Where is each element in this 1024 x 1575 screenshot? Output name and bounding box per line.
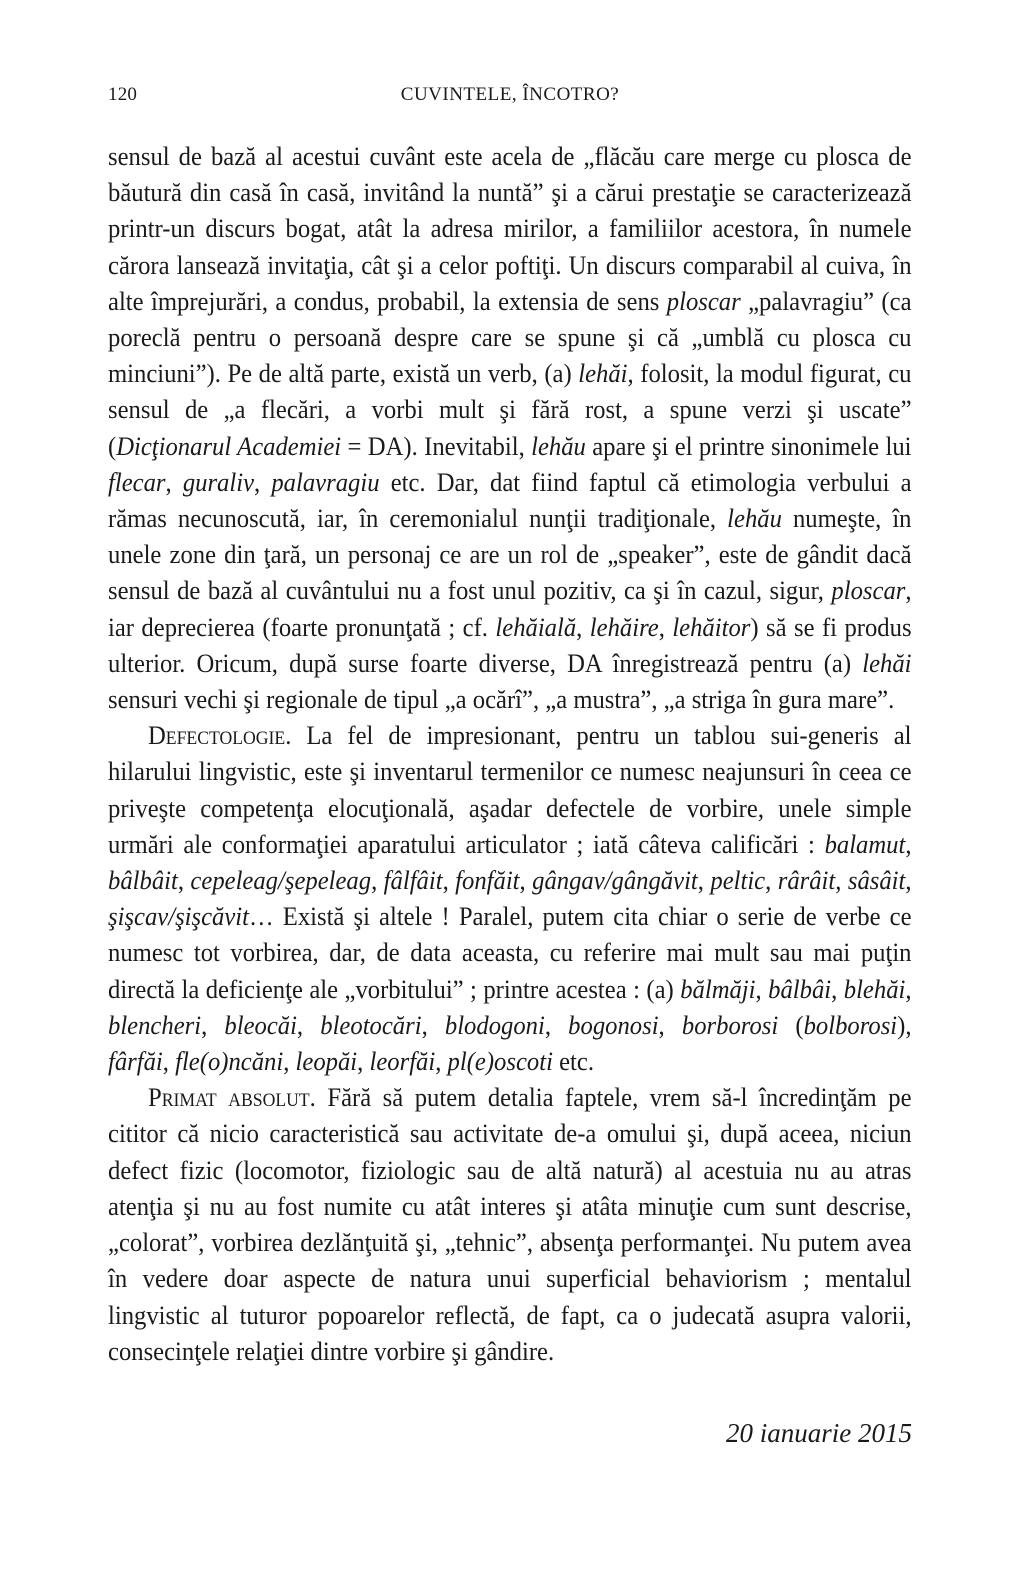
text-run: ,	[165, 466, 183, 497]
text-run: ,	[421, 1009, 445, 1040]
text-run: ,	[831, 973, 844, 1004]
italic-term: ploscar	[666, 285, 741, 316]
text-run: … Există şi altele ! Paralel, putem cita chiar o serie de verbe ce numesc tot vorbirea, dar, de data aceasta, cu referire mai mult sau mai puţin directă la deficienţe ale „vorbitului” ; printre acestea : (a)	[108, 901, 912, 1004]
italic-term: lehăire	[589, 611, 659, 642]
italic-term: bălmăji	[680, 973, 756, 1004]
italic-term: cepeleag/şepeleag	[190, 865, 372, 896]
italic-term: lehăitor	[672, 611, 751, 642]
text-run: ,	[283, 1046, 296, 1077]
italic-term: bâlbâit	[108, 865, 178, 896]
text-run: ,	[544, 1009, 569, 1040]
text-run: (	[778, 1009, 804, 1040]
text-run: numeşte, în unele zone din ţară, un personaj ce are un rol de „speaker”, este de gândit dacă sensul de bază al cuvântului nu a fost unul pozitiv, ca şi în cazul, sigur,	[108, 503, 912, 606]
italic-term: fârfăi	[108, 1046, 163, 1077]
text-run: ,	[905, 973, 912, 1004]
text-run: , iar deprecierea (foarte pronunţată ; cf.	[108, 575, 912, 642]
text-run: ,	[296, 1009, 321, 1040]
text-run: ) să se fi produs ulterior. Oricum, după surse foarte diverse, DA înregistrează pentru (a)	[108, 611, 912, 678]
italic-term: peltic	[710, 865, 766, 896]
text-run: apare şi el printre sinonimele lui	[585, 430, 912, 461]
italic-term: leopăi	[295, 1046, 358, 1077]
text-run: ,	[442, 865, 456, 896]
text-run: ,	[201, 1009, 225, 1040]
text-run: ,	[371, 865, 384, 896]
text-run: ,	[658, 1009, 682, 1040]
running-head	[108, 84, 912, 112]
text-run: ,	[254, 466, 272, 497]
italic-term: bolborosi	[803, 1009, 898, 1040]
italic-term: leorfăi	[369, 1046, 436, 1077]
italic-term: blehăi	[843, 973, 906, 1004]
text-run: ,	[357, 1046, 370, 1077]
italic-term: balamut	[824, 828, 906, 859]
italic-term: Dicţionarul Academiei	[116, 430, 342, 461]
text-run: ,	[177, 865, 191, 896]
italic-term: blencheri	[108, 1009, 202, 1040]
italic-term: lehău	[531, 430, 586, 461]
text-run: ,	[835, 865, 848, 896]
paragraph-1	[108, 138, 912, 717]
date-signature: 20 ianuarie 2015	[726, 1418, 912, 1448]
italic-term: borborosi	[681, 1009, 779, 1040]
text-run: . Fără să putem detalia faptele, vrem să-l încredinţăm pe cititor că nicio caracteristică sau activitate de-a omului şi, după aceea, niciun defect fizic (locomotor, fiziologic sau de altă natură) al acestuia nu au atras atenţia şi nu au fost numite cu atât interes şi atâta minuţie cum sunt descrise, „colorat”, vorbirea dezlănţuită şi, „tehnic”, absenţa performanţei. Nu putem avea în vedere doar aspecte de natura unui superficial behaviorism ; mentalul lingvistic al tuturor popoarelor reflectă, de fapt, ca o judecată asupra valorii, consecinţele relaţiei dintre vorbire şi gândire.	[108, 1082, 912, 1366]
section-heading: Defectologie	[147, 720, 286, 751]
text-run: ),	[897, 1009, 912, 1040]
text-run: ,	[658, 611, 673, 642]
text-run: ,	[576, 611, 590, 642]
text-run: etc. Dar, dat fiind faptul că etimologia verbului a rămas necunoscută, iar, în ceremonialul nunţii tradiţionale,	[108, 466, 912, 534]
text-run: ,	[435, 1046, 448, 1077]
italic-term: palavragiu	[271, 466, 380, 497]
text-run: etc.	[552, 1046, 594, 1077]
italic-term: bâlbâi	[768, 973, 832, 1004]
text-run: ,	[905, 828, 912, 859]
italic-term: bleotocări	[320, 1009, 422, 1040]
italic-term: lehăială	[495, 611, 577, 642]
text-run: ,	[519, 865, 533, 896]
text-run: , folosit, la modul figurat, cu sensul de „a flecări, a vorbi mult şi fără rost, a spune verzi şi uscate” (	[108, 358, 912, 461]
text-run: ,	[765, 865, 778, 896]
text-run: = DA). Inevitabil,	[341, 430, 532, 461]
italic-term: sâsâit	[847, 865, 906, 896]
text-run: „palavragiu” (ca poreclă pentru o persoană despre care se spune şi că „umblă cu plosca cu minciuni”). Pe de altă parte, există un verb, (a)	[108, 285, 912, 389]
text-run: ,	[755, 973, 769, 1004]
italic-term: pl(e)oscoti	[447, 1046, 553, 1077]
italic-term: şişcav/şişcăvit	[108, 901, 250, 932]
italic-term: fle(o)ncăni	[175, 1046, 284, 1077]
page-number: 120	[108, 84, 138, 105]
text-run: . La fel de impresionant, pentru un tablou sui-generis al hilarului lingvistic, este şi inventarul termenilor ce numesc neajunsuri în ceea ce priveşte competenţa elocuţională, aşadar defectele de vorbire, unele simple urmări ale conformaţiei aparatului articulator ; iată câteva calificări :	[108, 720, 912, 859]
paragraph-primat-absolut	[108, 1079, 912, 1369]
italic-term: lehău	[727, 503, 782, 534]
text-run: ,	[162, 1046, 176, 1077]
text-run: ,	[697, 865, 711, 896]
text-run: sensuri vechi şi regionale de tipul „a ocărî”, „a mustra”, „a striga în gura mare”.	[108, 684, 895, 715]
italic-term: ploscar	[831, 575, 906, 606]
italic-term: guraliv	[182, 466, 255, 497]
section-heading: Primat absolut	[147, 1082, 310, 1113]
text-run: sensul de bază al acestui cuvânt este acela de „flăcău care merge cu plosca de băutură din casă în casă, invitând la nuntă” şi a cărui prestaţie se caracterizează printr-un discurs bogat, atât la adresa mirilor, a familiilor acestora, în numele cărora lansează invitaţia, cât şi a celor poftiţi. Un discurs comparabil al cuiva, în alte împrejurări, a condus, probabil, la extensia de sens	[108, 141, 912, 316]
running-title: CUVINTELE, ÎNCOTRO?	[400, 84, 620, 105]
italic-term: fonfăit	[455, 865, 520, 896]
italic-term: rârâit	[777, 865, 836, 896]
italic-term: gângav/gângăvit	[532, 865, 698, 896]
text-run: ,	[905, 865, 912, 896]
italic-term: bogonosi	[568, 1009, 659, 1040]
italic-term: lehăi	[578, 358, 628, 389]
italic-term: blodogoni	[444, 1009, 545, 1040]
italic-term: fâlfâit	[383, 865, 443, 896]
body-text	[108, 138, 912, 1369]
italic-term: flecar	[108, 466, 166, 497]
italic-term: bleocăi	[224, 1009, 297, 1040]
paragraph-defectologie	[108, 717, 912, 1079]
italic-term: lehăi	[862, 647, 912, 678]
